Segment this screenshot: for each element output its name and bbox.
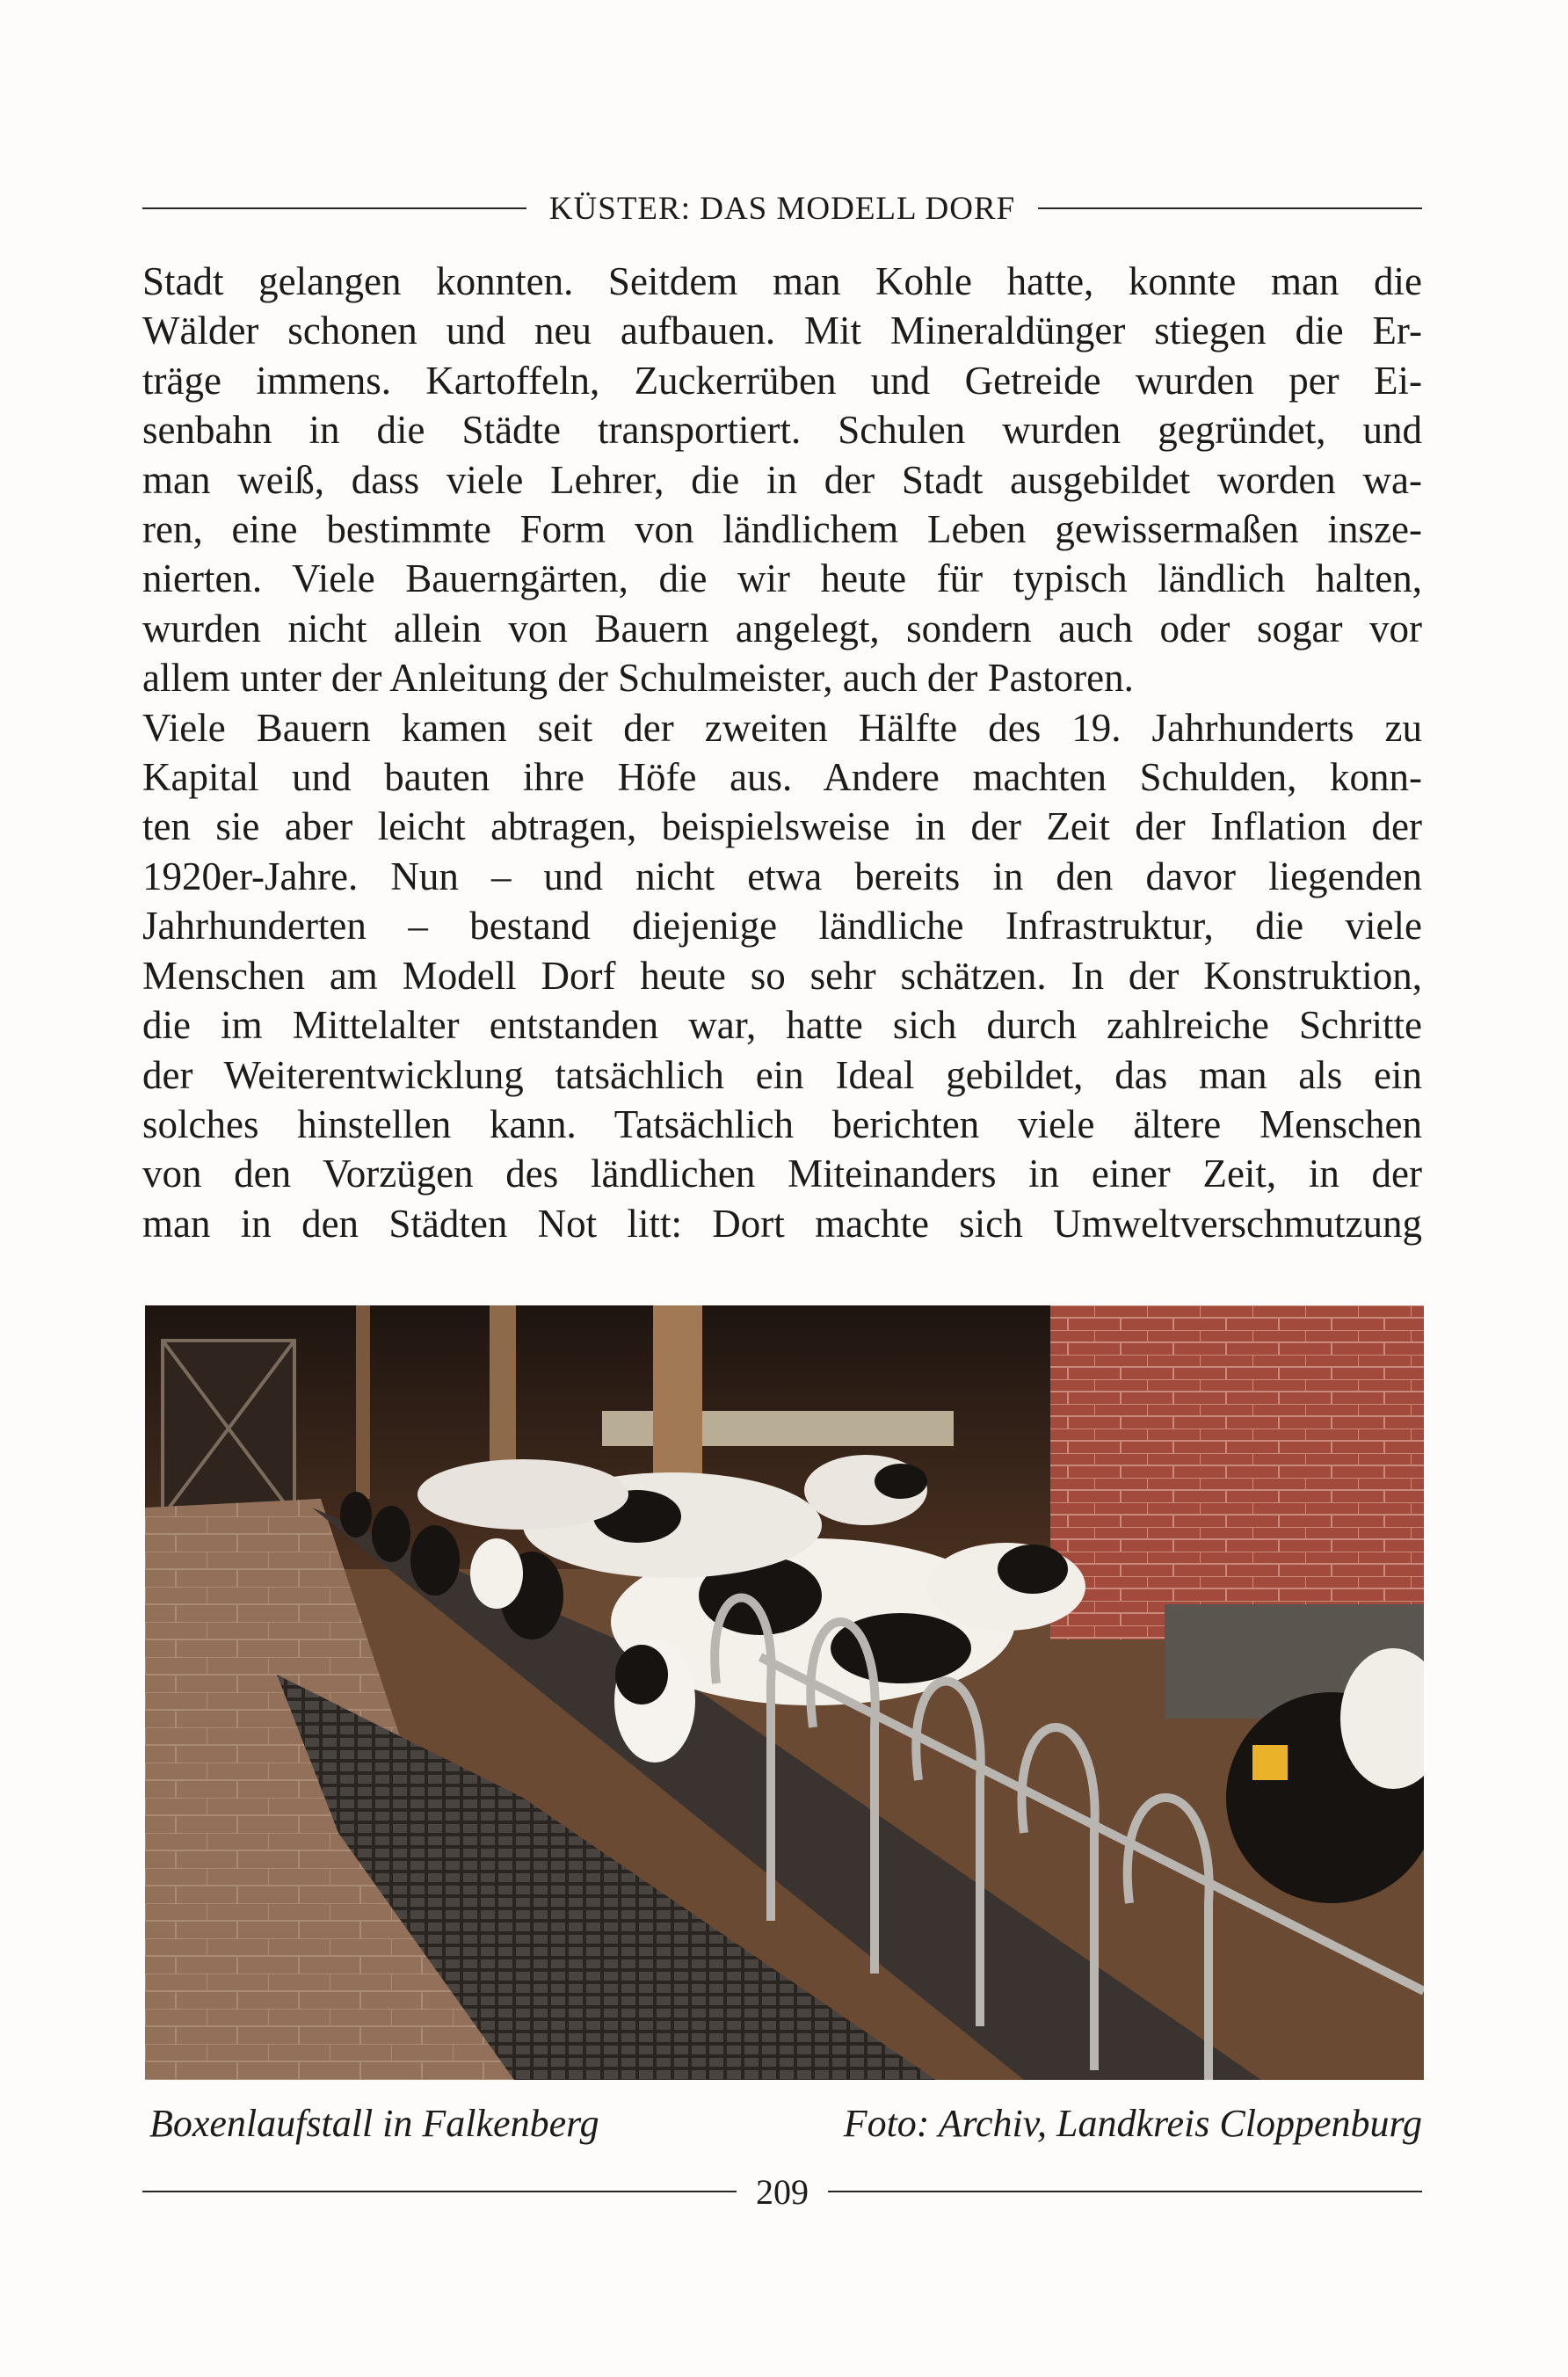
text-line: allem unter der Anleitung der Schulmeister, auch der Pastoren. [142, 656, 1134, 701]
stall-photo-drawing [145, 1305, 1424, 2080]
body-text [142, 257, 1422, 1248]
text-line: ten sie aber leicht abtragen, beispielsweise in der Zeit der Inflation der [142, 804, 1422, 849]
page-number: 209 [756, 2171, 809, 2212]
paragraph-1 [142, 257, 1422, 703]
text-line: man in den Städten Not litt: Dort machte sich Umweltverschmutzung [142, 1201, 1422, 1246]
text-line: solches hinstellen kann. Tatsächlich berichten viele ältere Menschen [142, 1101, 1422, 1146]
text-line: wurden nicht allein von Bauern angelegt, sondern auch oder sogar vor [142, 606, 1422, 651]
text-line: Stadt gelangen konnten. Seitdem man Kohle hatte, konnte man die [142, 259, 1422, 303]
paragraph-2 [142, 703, 1422, 1248]
footer-rule-right [828, 2191, 1422, 2192]
stall-photo [145, 1305, 1424, 2080]
footer-rule-left [142, 2191, 737, 2192]
text-line: 1920er-Jahre. Nun – und nicht etwa bereits in den davor liegenden [142, 854, 1422, 898]
header-rule-left [142, 207, 526, 209]
caption-credit: Foto: Archiv, Landkreis Cloppenburg [843, 2102, 1422, 2145]
page-footer [142, 2170, 1422, 2213]
text-line: Kapital und bauten ihre Höfe aus. Andere machten Schulden, konn- [142, 755, 1422, 800]
text-line: der Weiterentwicklung tatsächlich ein Ideal gebildet, das man als ein [142, 1052, 1422, 1097]
text-line: man weiß, dass viele Lehrer, die in der Stadt ausgebildet worden wa- [142, 457, 1422, 502]
text-line: träge immens. Kartoffeln, Zuckerrüben und Getreide wurden per Ei- [142, 358, 1422, 403]
wooden-post [356, 1305, 370, 1499]
text-line: Viele Bauern kamen seit der zweiten Hälfte des 19. Jahrhunderts zu [142, 705, 1422, 750]
running-head-title: KÜSTER: DAS MODELL DORF [548, 190, 1016, 227]
text-line: Menschen am Modell Dorf heute so sehr schätzen. In der Konstruktion, [142, 953, 1422, 998]
text-line: ren, eine bestimmte Form von ländlichem Leben gewissermaßen insze- [142, 507, 1422, 552]
header-rule-right [1038, 207, 1422, 209]
brick-wall [1050, 1305, 1424, 1639]
running-head [142, 186, 1422, 230]
caption-title: Boxenlaufstall in Falkenberg [149, 2102, 599, 2145]
text-line: die im Mittelalter entstanden war, hatte sich durch zahlreiche Schritte [142, 1003, 1422, 1048]
text-line: Wälder schonen und neu aufbauen. Mit Mineraldünger stiegen die Er- [142, 309, 1422, 353]
text-line: senbahn in die Städte transportiert. Schulen wurden gegründet, und [142, 408, 1422, 453]
text-line: Jahrhunderten – bestand diejenige ländliche Infrastruktur, die viele [142, 904, 1422, 949]
text-line: von den Vorzügen des ländlichen Miteinanders in einer Zeit, in der [142, 1152, 1422, 1196]
photo-caption [142, 2101, 1422, 2154]
text-line: nierten. Viele Bauerngärten, die wir heute für typisch ländlich halten, [142, 556, 1422, 601]
